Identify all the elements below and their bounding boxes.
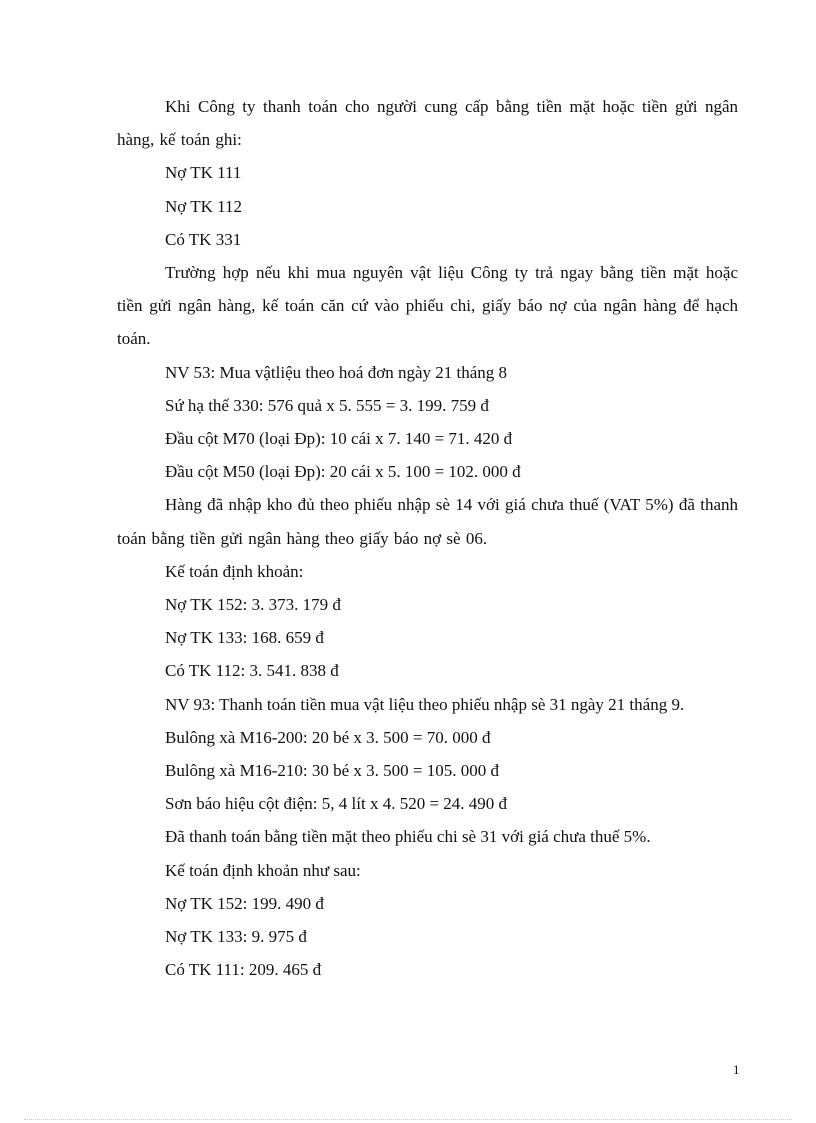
line-item: Đầu cột M70 (loại Đp): 10 cái x 7. 140 = 71. 420 đ <box>165 429 513 449</box>
line-item: Sơn báo hiệu cột điện: 5, 4 lít x 4. 520 = 24. 490 đ <box>165 794 508 814</box>
journal-entry-line: Nợ TK 133: 168. 659 đ <box>165 628 324 648</box>
entry-debit-tk-111: Nợ TK 111 <box>165 163 242 183</box>
entry-credit-tk-331: Có TK 331 <box>165 229 242 249</box>
line-item: Đầu cột M50 (loại Đp): 20 cái x 5. 100 = 102. 000 đ <box>165 462 521 482</box>
line-item: Bulông xà M16-200: 20 bé x 3. 500 = 70. 000 đ <box>165 727 491 747</box>
paragraph-goods-received: Hàng đã nhập kho đủ theo phiếu nhập sè 14 với giá chưa thuế (VAT 5%) đã thanh toán bằng tiền gửi ngân hàng theo giấy báo nợ sè 06. <box>117 495 738 548</box>
journal-entry-line: Nợ TK 152: 3. 373. 179 đ <box>165 595 341 615</box>
document-body <box>117 90 738 986</box>
line-item: Sứ hạ thế 330: 576 quả x 5. 555 = 3. 199. 759 đ <box>165 395 489 415</box>
transaction-nv53-heading: NV 53: Mua vậtliệu theo hoá đơn ngày 21 tháng 8 <box>165 362 508 382</box>
journal-entry-line: Nợ TK 133: 9. 975 đ <box>165 927 307 947</box>
journal-entry-heading: Kế toán định khoản: <box>165 561 304 581</box>
transaction-nv93-heading: NV 93: Thanh toán tiền mua vật liệu theo phiếu nhập sè 31 ngày 21 tháng 9. <box>165 694 685 714</box>
entry-debit-tk-112: Nợ TK 112 <box>165 196 242 216</box>
paragraph-immediate-payment: Trường hợp nếu khi mua nguyên vật liệu Công ty trả ngay bằng tiền mặt hoặc tiền gửi ngân hàng, kế toán căn cứ vào phiếu chi, giấy báo nợ của ngân hàng để hạch toán. <box>117 263 738 349</box>
journal-entry-line: Có TK 112: 3. 541. 838 đ <box>165 661 339 681</box>
journal-entry-line: Có TK 111: 209. 465 đ <box>165 960 322 980</box>
journal-entry-line: Nợ TK 152: 199. 490 đ <box>165 893 324 913</box>
page-number: 1 <box>733 1062 740 1077</box>
paragraph-payment-to-supplier: Khi Công ty thanh toán cho người cung cấp bằng tiền mặt hoặc tiền gửi ngân hàng, kế toán ghi: <box>117 97 738 150</box>
journal-entry-heading: Kế toán định khoản như sau: <box>165 860 361 880</box>
page-bottom-divider <box>24 1119 792 1120</box>
paragraph-cash-payment: Đã thanh toán bằng tiền mặt theo phiếu chi sè 31 với giá chưa thuế 5%. <box>165 827 651 847</box>
line-item: Bulông xà M16-210: 30 bé x 3. 500 = 105. 000 đ <box>165 761 499 781</box>
